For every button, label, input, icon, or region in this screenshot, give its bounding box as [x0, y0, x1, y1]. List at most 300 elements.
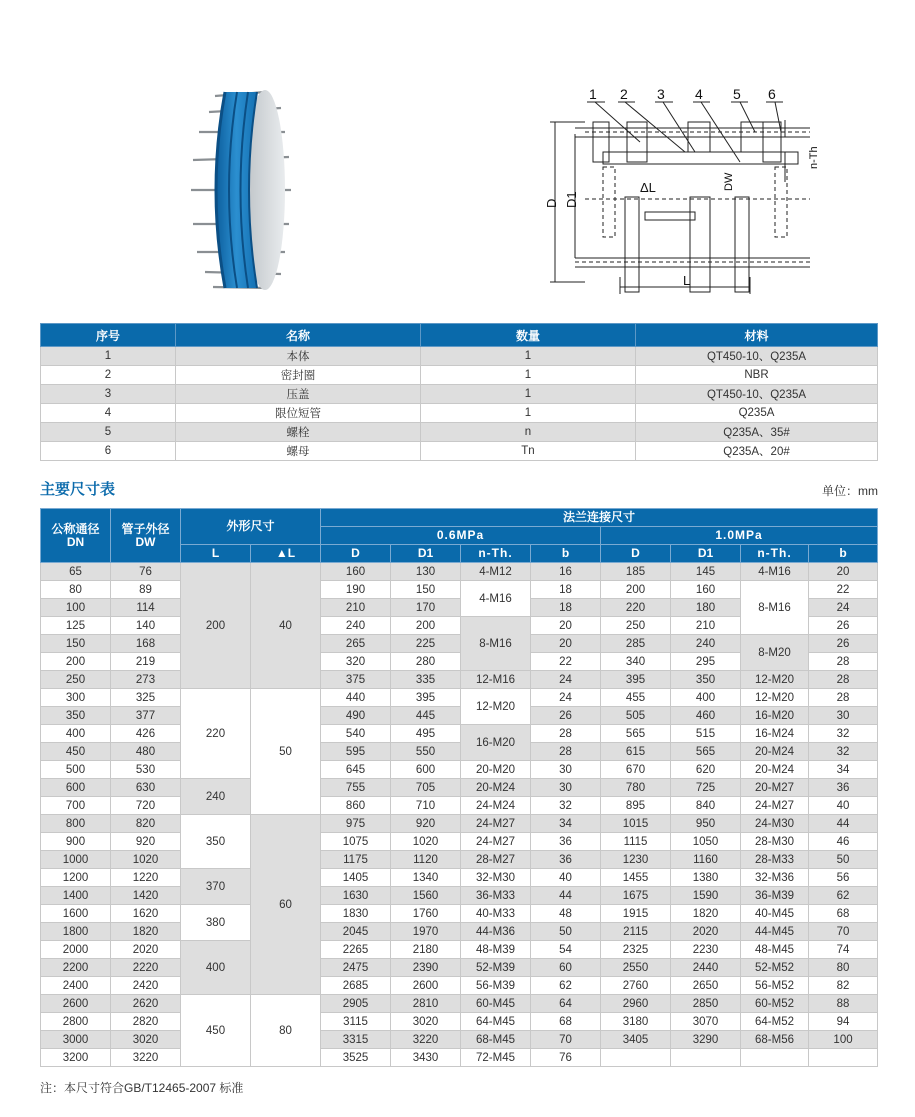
cell-D-06: 375: [321, 671, 391, 689]
parts-row: [41, 404, 878, 423]
parts-row: [41, 423, 878, 442]
cell-b-06: 28: [531, 725, 601, 743]
cell-b-10: 40: [809, 797, 878, 815]
cell-D1-06: 130: [391, 563, 461, 581]
cell-b-06: 18: [531, 599, 601, 617]
cell-D-06: 240: [321, 617, 391, 635]
dimension-row: [41, 1031, 878, 1049]
cell-nth-10: 24-M30: [741, 815, 809, 833]
part-material: Q235A、20#: [636, 442, 878, 461]
cell-dn: 800: [41, 815, 111, 833]
cell-D-10: 1675: [601, 887, 671, 905]
cell-D1-06: 495: [391, 725, 461, 743]
cell-b-10: 50: [809, 851, 878, 869]
cell-nth-06: 4-M12: [461, 563, 531, 581]
cell-nth-06: 56-M39: [461, 977, 531, 995]
cell-D1-06: 3020: [391, 1013, 461, 1031]
cell-D-06: 160: [321, 563, 391, 581]
dims-header-row-1: [41, 509, 878, 527]
cell-dn: 3000: [41, 1031, 111, 1049]
cell-D1-10: 1380: [671, 869, 741, 887]
cell-D-06: 540: [321, 725, 391, 743]
cell-delta-L: 60: [251, 815, 321, 995]
dimension-row: [41, 833, 878, 851]
dimensions-table: [40, 508, 878, 1067]
cell-D1-06: 335: [391, 671, 461, 689]
cell-D-06: 595: [321, 743, 391, 761]
cell-D1-10: 2230: [671, 941, 741, 959]
cell-b-06: 30: [531, 779, 601, 797]
section-title: 主要尺寸表: [40, 481, 116, 498]
cell-nth-06: 8-M16: [461, 617, 531, 671]
header-pressure-06: 0.6MPa: [321, 527, 601, 545]
standard-note: 注：本尺寸符合GB/T12465-2007 标准: [40, 1081, 244, 1095]
cell-nth-06: 4-M16: [461, 581, 531, 617]
cell-nth-10: 28-M30: [741, 833, 809, 851]
cell-D-10: 1115: [601, 833, 671, 851]
cell-dn: 2000: [41, 941, 111, 959]
flanges-top: [575, 122, 810, 164]
header-dn-cn: 公称通径: [51, 521, 100, 536]
header-dn: [41, 509, 111, 563]
dimension-row: [41, 977, 878, 995]
cell-D1-10: 725: [671, 779, 741, 797]
cell-dw: 2420: [111, 977, 181, 995]
cell-b-10: 100: [809, 1031, 878, 1049]
cell-D1-06: 1560: [391, 887, 461, 905]
header-b-06: b: [531, 545, 601, 563]
cell-b-10: 80: [809, 959, 878, 977]
part-material: QT450-10、Q235A: [636, 347, 878, 366]
cell-D1-06: 280: [391, 653, 461, 671]
cell-D1-10: [671, 1049, 741, 1067]
cell-nth-10: 64-M52: [741, 1013, 809, 1031]
parts-table: [40, 323, 878, 461]
cell-D1-10: 240: [671, 635, 741, 653]
cell-dn: 2800: [41, 1013, 111, 1031]
cell-nth-06: 44-M36: [461, 923, 531, 941]
cell-b-10: 82: [809, 977, 878, 995]
part-material: Q235A: [636, 404, 878, 423]
part-name: 螺栓: [176, 423, 421, 442]
hidden-outline: [585, 167, 810, 237]
cell-L: 450: [181, 995, 251, 1067]
cell-b-10: 24: [809, 599, 878, 617]
label-L: L: [683, 273, 691, 288]
cell-b-10: 32: [809, 725, 878, 743]
label-DW: DW: [723, 172, 735, 191]
cell-D1-06: 1340: [391, 869, 461, 887]
cell-dw: 480: [111, 743, 181, 761]
cell-dw: 2020: [111, 941, 181, 959]
cell-dn: 80: [41, 581, 111, 599]
cell-dw: 114: [111, 599, 181, 617]
cell-D1-10: 210: [671, 617, 741, 635]
cell-dn: 1200: [41, 869, 111, 887]
cell-D-10: 780: [601, 779, 671, 797]
cell-nth-06: 12-M20: [461, 689, 531, 725]
parts-body: [41, 347, 878, 461]
cell-nth-10: 40-M45: [741, 905, 809, 923]
cell-b-06: 36: [531, 851, 601, 869]
cell-nth-06: 68-M45: [461, 1031, 531, 1049]
dimension-row: [41, 725, 878, 743]
header-D1-10: D1: [671, 545, 741, 563]
cell-dn: 450: [41, 743, 111, 761]
dimension-row: [41, 923, 878, 941]
cell-D1-10: 3070: [671, 1013, 741, 1031]
part-no: 4: [41, 404, 176, 423]
cell-dw: 1220: [111, 869, 181, 887]
dimension-row: [41, 815, 878, 833]
part-material: QT450-10、Q235A: [636, 385, 878, 404]
cell-dn: 350: [41, 707, 111, 725]
cell-D1-10: 2020: [671, 923, 741, 941]
cell-D-10: 3405: [601, 1031, 671, 1049]
cell-D-06: 2045: [321, 923, 391, 941]
cell-dn: 100: [41, 599, 111, 617]
cell-D-10: 220: [601, 599, 671, 617]
part-qty: 1: [421, 347, 636, 366]
dimension-row: [41, 797, 878, 815]
cell-dw: 1820: [111, 923, 181, 941]
cell-nth-06: 40-M33: [461, 905, 531, 923]
cell-D1-06: 1120: [391, 851, 461, 869]
cell-D1-06: 600: [391, 761, 461, 779]
cell-b-06: 32: [531, 797, 601, 815]
technical-drawing: [544, 82, 820, 297]
cell-nth-06: 24-M27: [461, 815, 531, 833]
cell-dw: 377: [111, 707, 181, 725]
cell-nth-10: 16-M24: [741, 725, 809, 743]
header-dw-cn: 管子外径: [121, 521, 170, 536]
cell-D-06: 2265: [321, 941, 391, 959]
cell-D-06: 210: [321, 599, 391, 617]
part-qty: 1: [421, 366, 636, 385]
cell-D-06: 2475: [321, 959, 391, 977]
cell-D-06: 975: [321, 815, 391, 833]
cell-D-10: 2960: [601, 995, 671, 1013]
part-material: Q235A、35#: [636, 423, 878, 442]
callout-5: 5: [733, 86, 741, 102]
cell-b-10: 28: [809, 689, 878, 707]
part-no: 5: [41, 423, 176, 442]
cell-nth-06: 16-M20: [461, 725, 531, 761]
cell-dn: 2400: [41, 977, 111, 995]
cell-D-10: 2325: [601, 941, 671, 959]
cell-dn: 2600: [41, 995, 111, 1013]
cell-D-06: 440: [321, 689, 391, 707]
cell-D1-06: 710: [391, 797, 461, 815]
cell-D-06: 1630: [321, 887, 391, 905]
dimension-row: [41, 707, 878, 725]
header-name: 名称: [176, 324, 421, 347]
cell-dn: 250: [41, 671, 111, 689]
cell-nth-06: 60-M45: [461, 995, 531, 1013]
cell-b-06: 36: [531, 833, 601, 851]
cell-D-10: 670: [601, 761, 671, 779]
dimension-lines: [550, 120, 785, 294]
cell-b-06: 50: [531, 923, 601, 941]
cell-dw: 325: [111, 689, 181, 707]
dimension-row: [41, 581, 878, 599]
dimension-row: [41, 959, 878, 977]
cell-D1-06: 920: [391, 815, 461, 833]
cell-dn: 1800: [41, 923, 111, 941]
cell-D1-10: 180: [671, 599, 741, 617]
cell-b-06: 68: [531, 1013, 601, 1031]
cell-b-06: 62: [531, 977, 601, 995]
cell-D-06: 645: [321, 761, 391, 779]
header-outline: 外形尺寸: [181, 509, 321, 545]
cell-D1-06: 3220: [391, 1031, 461, 1049]
cell-nth-06: 64-M45: [461, 1013, 531, 1031]
dimension-row: [41, 743, 878, 761]
cell-D1-10: 1820: [671, 905, 741, 923]
cell-D1-10: 400: [671, 689, 741, 707]
cell-nth-10: 4-M16: [741, 563, 809, 581]
cell-D-10: 185: [601, 563, 671, 581]
dimension-row: [41, 995, 878, 1013]
cell-L: 220: [181, 689, 251, 779]
cell-dw: 76: [111, 563, 181, 581]
cell-nth-06: 52-M39: [461, 959, 531, 977]
cell-dw: 820: [111, 815, 181, 833]
cell-nth-06: 72-M45: [461, 1049, 531, 1067]
cell-dw: 2620: [111, 995, 181, 1013]
cell-D1-10: 565: [671, 743, 741, 761]
cell-D1-06: 225: [391, 635, 461, 653]
parts-row: [41, 366, 878, 385]
header-material: 材料: [636, 324, 878, 347]
dimension-row: [41, 851, 878, 869]
cell-nth-06: 36-M33: [461, 887, 531, 905]
cell-b-06: 28: [531, 743, 601, 761]
unit-label: 单位：mm: [822, 484, 878, 498]
cell-dn: 400: [41, 725, 111, 743]
cell-D1-06: 550: [391, 743, 461, 761]
cell-D-10: 395: [601, 671, 671, 689]
cell-D1-10: 2440: [671, 959, 741, 977]
cell-b-06: 18: [531, 581, 601, 599]
cell-D-06: 2905: [321, 995, 391, 1013]
dimension-row: [41, 887, 878, 905]
cell-D-10: 1455: [601, 869, 671, 887]
dimension-row: [41, 635, 878, 653]
part-name: 限位短管: [176, 404, 421, 423]
cell-D1-06: 1020: [391, 833, 461, 851]
cell-b-06: 26: [531, 707, 601, 725]
cell-nth-10: 28-M33: [741, 851, 809, 869]
cell-D-10: 340: [601, 653, 671, 671]
cell-nth-06: 28-M27: [461, 851, 531, 869]
cell-dw: 89: [111, 581, 181, 599]
cell-L: 380: [181, 905, 251, 941]
cell-D-06: 2685: [321, 977, 391, 995]
part-qty: 1: [421, 385, 636, 404]
cell-D-06: 755: [321, 779, 391, 797]
cell-D-06: 3115: [321, 1013, 391, 1031]
cell-D-06: 1830: [321, 905, 391, 923]
label-n-Th: n-Th: [808, 146, 820, 169]
cell-b-10: 28: [809, 671, 878, 689]
cell-nth-10: 48-M45: [741, 941, 809, 959]
cell-D-06: 190: [321, 581, 391, 599]
cell-b-06: 48: [531, 905, 601, 923]
cell-b-10: 30: [809, 707, 878, 725]
part-qty: Tn: [421, 442, 636, 461]
cell-D-10: 2115: [601, 923, 671, 941]
part-no: 1: [41, 347, 176, 366]
cell-D1-10: 1050: [671, 833, 741, 851]
cell-b-06: 24: [531, 689, 601, 707]
cell-dn: 900: [41, 833, 111, 851]
cell-nth-10: 24-M27: [741, 797, 809, 815]
part-material: NBR: [636, 366, 878, 385]
parts-row: [41, 347, 878, 366]
header-nth-10: n-Th.: [741, 545, 809, 563]
part-no: 6: [41, 442, 176, 461]
callout-4: 4: [695, 86, 703, 102]
cell-b-06: 60: [531, 959, 601, 977]
cell-dn: 500: [41, 761, 111, 779]
cell-D1-06: 1760: [391, 905, 461, 923]
cell-dw: 219: [111, 653, 181, 671]
cell-dw: 168: [111, 635, 181, 653]
cell-dw: 140: [111, 617, 181, 635]
cell-nth-10: 12-M20: [741, 689, 809, 707]
cell-D1-06: 200: [391, 617, 461, 635]
label-delta-L: ΔL: [640, 180, 656, 195]
cell-D-06: 860: [321, 797, 391, 815]
cell-nth-10: 36-M39: [741, 887, 809, 905]
cell-nth-10: 20-M24: [741, 743, 809, 761]
cell-D-10: 200: [601, 581, 671, 599]
cell-D1-06: 3430: [391, 1049, 461, 1067]
cell-dw: 3220: [111, 1049, 181, 1067]
cell-D-06: 3525: [321, 1049, 391, 1067]
cell-b-06: 54: [531, 941, 601, 959]
cell-delta-L: 40: [251, 563, 321, 689]
header-D1-06: D1: [391, 545, 461, 563]
cell-nth-10: 52-M52: [741, 959, 809, 977]
cell-D1-10: 460: [671, 707, 741, 725]
cell-nth-10: 68-M56: [741, 1031, 809, 1049]
header-pressure-10: 1.0MPa: [601, 527, 878, 545]
cell-b-10: 26: [809, 617, 878, 635]
cell-nth-06: 32-M30: [461, 869, 531, 887]
part-qty: n: [421, 423, 636, 442]
parts-row: [41, 385, 878, 404]
cell-delta-L: 80: [251, 995, 321, 1067]
cell-D1-10: 2850: [671, 995, 741, 1013]
cell-nth-10: 56-M52: [741, 977, 809, 995]
header-L: L: [181, 545, 251, 563]
cell-delta-L: 50: [251, 689, 321, 815]
cell-D-10: 250: [601, 617, 671, 635]
header-no: 序号: [41, 324, 176, 347]
cell-nth-10: 20-M24: [741, 761, 809, 779]
cell-D-10: 1015: [601, 815, 671, 833]
cell-dn: 3200: [41, 1049, 111, 1067]
cell-nth-06: 24-M27: [461, 833, 531, 851]
cell-D1-10: 350: [671, 671, 741, 689]
cell-dw: 630: [111, 779, 181, 797]
cell-b-06: 16: [531, 563, 601, 581]
product-photo: [185, 82, 305, 297]
header-nth-06: n-Th.: [461, 545, 531, 563]
cell-dn: 2200: [41, 959, 111, 977]
header-dw-code: DW: [135, 534, 156, 549]
cell-b-10: 70: [809, 923, 878, 941]
cell-D1-06: 150: [391, 581, 461, 599]
cell-dw: 3020: [111, 1031, 181, 1049]
cell-dw: 426: [111, 725, 181, 743]
cell-b-10: 36: [809, 779, 878, 797]
cell-b-06: 20: [531, 635, 601, 653]
cell-D1-06: 170: [391, 599, 461, 617]
parts-row: [41, 442, 878, 461]
cell-b-06: 24: [531, 671, 601, 689]
cell-nth-06: 20-M24: [461, 779, 531, 797]
cell-nth-10: 20-M27: [741, 779, 809, 797]
callout-6: 6: [768, 86, 776, 102]
cell-D1-10: 160: [671, 581, 741, 599]
cell-nth-10: 12-M20: [741, 671, 809, 689]
cell-D-10: 895: [601, 797, 671, 815]
cell-D1-10: 515: [671, 725, 741, 743]
cell-D1-10: 3290: [671, 1031, 741, 1049]
cell-D1-10: 840: [671, 797, 741, 815]
cell-D1-10: 145: [671, 563, 741, 581]
cell-dn: 700: [41, 797, 111, 815]
cell-D-06: 1175: [321, 851, 391, 869]
cell-D-06: 490: [321, 707, 391, 725]
cell-b-06: 22: [531, 653, 601, 671]
cell-dn: 125: [41, 617, 111, 635]
cell-b-06: 44: [531, 887, 601, 905]
cell-nth-06: 48-M39: [461, 941, 531, 959]
cell-D1-10: 1160: [671, 851, 741, 869]
label-D1: D1: [564, 191, 579, 208]
cell-D1-06: 2390: [391, 959, 461, 977]
cell-D-10: 565: [601, 725, 671, 743]
cell-D-06: 320: [321, 653, 391, 671]
cell-D-10: 3180: [601, 1013, 671, 1031]
cell-b-10: 94: [809, 1013, 878, 1031]
cell-dn: 1600: [41, 905, 111, 923]
cell-b-10: 68: [809, 905, 878, 923]
cell-dn: 150: [41, 635, 111, 653]
cell-D-10: 1230: [601, 851, 671, 869]
cell-D-10: 2760: [601, 977, 671, 995]
cell-b-10: 28: [809, 653, 878, 671]
cell-nth-10: 44-M45: [741, 923, 809, 941]
cell-D1-06: 2180: [391, 941, 461, 959]
cell-b-10: [809, 1049, 878, 1067]
dimension-row: [41, 869, 878, 887]
cell-b-10: 74: [809, 941, 878, 959]
callout-numbers: [589, 86, 776, 102]
cell-b-10: 44: [809, 815, 878, 833]
cell-dn: 1000: [41, 851, 111, 869]
cell-nth-10: [741, 1049, 809, 1067]
cell-dw: 1420: [111, 887, 181, 905]
cell-L: 240: [181, 779, 251, 815]
cell-D-06: 265: [321, 635, 391, 653]
cell-dn: 200: [41, 653, 111, 671]
dimension-row: [41, 563, 878, 581]
